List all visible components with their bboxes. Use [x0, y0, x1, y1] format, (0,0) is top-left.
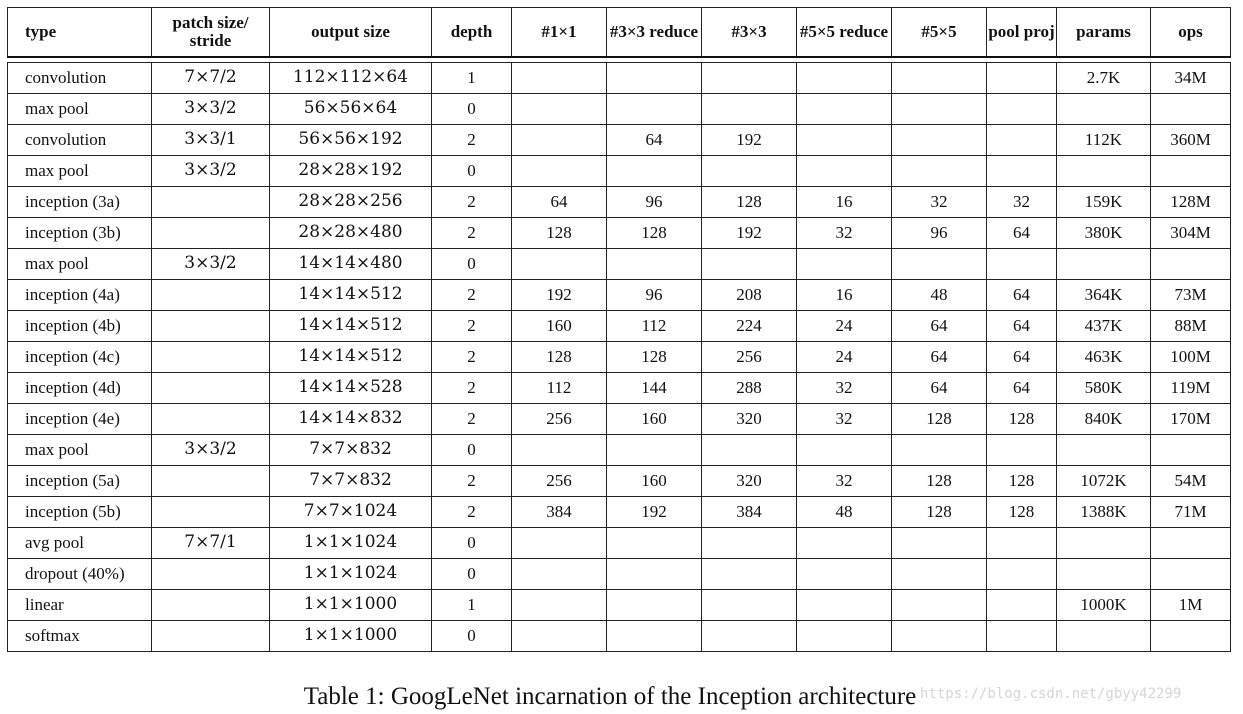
cell-type: max pool: [8, 156, 152, 187]
cell-c3x3r: 160: [607, 404, 702, 435]
table-row: [8, 156, 1231, 187]
cell-pool: 64: [987, 342, 1057, 373]
cell-type: avg pool: [8, 528, 152, 559]
cell-c5x5: 128: [892, 497, 987, 528]
table-row: [8, 280, 1231, 311]
cell-type: inception (5b): [8, 497, 152, 528]
cell-c1x1: [512, 63, 607, 94]
cell-pool: [987, 621, 1057, 652]
cell-patch: 3×3/1: [152, 125, 270, 156]
table-body: [8, 57, 1231, 652]
cell-pool: 64: [987, 280, 1057, 311]
cell-params: 159K: [1057, 187, 1151, 218]
cell-c5x5r: 16: [797, 187, 892, 218]
cell-c1x1: [512, 156, 607, 187]
table-row: [8, 404, 1231, 435]
cell-patch: [152, 404, 270, 435]
cell-c5x5: 128: [892, 466, 987, 497]
cell-pool: 64: [987, 311, 1057, 342]
cell-c1x1: [512, 559, 607, 590]
cell-params: 2.7K: [1057, 63, 1151, 94]
cell-ops: [1151, 156, 1231, 187]
cell-depth: 2: [432, 497, 512, 528]
cell-c1x1: [512, 94, 607, 125]
cell-depth: 2: [432, 125, 512, 156]
cell-patch: [152, 497, 270, 528]
cell-c1x1: [512, 528, 607, 559]
table-row: [8, 373, 1231, 404]
cell-c5x5r: [797, 621, 892, 652]
cell-c3x3r: 128: [607, 342, 702, 373]
cell-c5x5r: [797, 528, 892, 559]
cell-c5x5: 48: [892, 280, 987, 311]
cell-depth: 1: [432, 590, 512, 621]
cell-c3x3r: [607, 435, 702, 466]
cell-c1x1: 256: [512, 466, 607, 497]
header-patch: patch size/ stride: [152, 8, 270, 58]
cell-c1x1: 384: [512, 497, 607, 528]
table-row: [8, 590, 1231, 621]
header-output: output size: [270, 8, 432, 58]
cell-type: softmax: [8, 621, 152, 652]
cell-c5x5: [892, 559, 987, 590]
cell-pool: 64: [987, 218, 1057, 249]
cell-params: 437K: [1057, 311, 1151, 342]
cell-c3x3r: [607, 621, 702, 652]
cell-c1x1: 160: [512, 311, 607, 342]
cell-c3x3: [702, 94, 797, 125]
cell-type: inception (4c): [8, 342, 152, 373]
cell-c5x5: [892, 621, 987, 652]
cell-output: 7×7×1024: [270, 497, 432, 528]
cell-depth: 2: [432, 466, 512, 497]
header-c3x3r: #3×3 reduce: [607, 8, 702, 58]
cell-patch: [152, 590, 270, 621]
cell-output: 14×14×832: [270, 404, 432, 435]
cell-patch: [152, 559, 270, 590]
table-row: [8, 435, 1231, 466]
cell-ops: 34M: [1151, 63, 1231, 94]
cell-c1x1: [512, 249, 607, 280]
cell-params: [1057, 435, 1151, 466]
cell-output: 14×14×528: [270, 373, 432, 404]
cell-c5x5r: [797, 590, 892, 621]
cell-params: 840K: [1057, 404, 1151, 435]
cell-depth: 0: [432, 156, 512, 187]
cell-type: inception (4b): [8, 311, 152, 342]
cell-ops: 360M: [1151, 125, 1231, 156]
cell-params: 364K: [1057, 280, 1151, 311]
cell-ops: 73M: [1151, 280, 1231, 311]
cell-patch: [152, 373, 270, 404]
cell-c5x5: [892, 528, 987, 559]
cell-patch: [152, 621, 270, 652]
header-c5x5: #5×5: [892, 8, 987, 58]
cell-c3x3: [702, 528, 797, 559]
cell-output: 28×28×192: [270, 156, 432, 187]
cell-patch: 3×3/2: [152, 435, 270, 466]
cell-c5x5: [892, 94, 987, 125]
cell-c5x5r: [797, 63, 892, 94]
cell-depth: 2: [432, 187, 512, 218]
cell-type: inception (4e): [8, 404, 152, 435]
cell-type: convolution: [8, 125, 152, 156]
cell-c3x3r: 192: [607, 497, 702, 528]
header-row: [8, 8, 1231, 58]
table-row: [8, 528, 1231, 559]
cell-depth: 0: [432, 435, 512, 466]
table-row: [8, 63, 1231, 94]
cell-output: 112×112×64: [270, 63, 432, 94]
cell-params: [1057, 94, 1151, 125]
cell-c3x3: [702, 590, 797, 621]
table-row: [8, 559, 1231, 590]
cell-patch: 3×3/2: [152, 156, 270, 187]
cell-ops: [1151, 249, 1231, 280]
cell-depth: 2: [432, 373, 512, 404]
cell-patch: [152, 218, 270, 249]
cell-params: 1000K: [1057, 590, 1151, 621]
cell-output: 1×1×1024: [270, 559, 432, 590]
cell-type: max pool: [8, 435, 152, 466]
cell-pool: 128: [987, 404, 1057, 435]
cell-patch: [152, 187, 270, 218]
cell-c5x5r: [797, 94, 892, 125]
cell-depth: 0: [432, 249, 512, 280]
cell-c1x1: 128: [512, 218, 607, 249]
cell-params: [1057, 249, 1151, 280]
cell-ops: [1151, 621, 1231, 652]
header-c1x1: #1×1: [512, 8, 607, 58]
cell-c5x5r: [797, 156, 892, 187]
cell-c3x3: [702, 249, 797, 280]
cell-type: max pool: [8, 94, 152, 125]
cell-params: 463K: [1057, 342, 1151, 373]
cell-output: 7×7×832: [270, 435, 432, 466]
cell-c5x5r: 32: [797, 404, 892, 435]
cell-output: 7×7×832: [270, 466, 432, 497]
cell-c3x3: 208: [702, 280, 797, 311]
cell-patch: 3×3/2: [152, 94, 270, 125]
cell-ops: 119M: [1151, 373, 1231, 404]
cell-pool: [987, 125, 1057, 156]
cell-pool: [987, 94, 1057, 125]
cell-type: convolution: [8, 63, 152, 94]
cell-ops: 1M: [1151, 590, 1231, 621]
cell-ops: 71M: [1151, 497, 1231, 528]
cell-params: 580K: [1057, 373, 1151, 404]
cell-c3x3: 192: [702, 125, 797, 156]
cell-c5x5r: [797, 249, 892, 280]
cell-patch: [152, 311, 270, 342]
header-type: type: [8, 8, 152, 58]
cell-c3x3r: 128: [607, 218, 702, 249]
cell-ops: 170M: [1151, 404, 1231, 435]
cell-pool: [987, 63, 1057, 94]
cell-c3x3: [702, 156, 797, 187]
cell-c3x3r: 96: [607, 280, 702, 311]
table-caption: Table 1: GoogLeNet incarnation of the Inception architecture: [303, 683, 917, 710]
header-depth: depth: [432, 8, 512, 58]
cell-c3x3r: [607, 156, 702, 187]
cell-output: 14×14×480: [270, 249, 432, 280]
cell-ops: 54M: [1151, 466, 1231, 497]
cell-output: 28×28×256: [270, 187, 432, 218]
cell-ops: [1151, 559, 1231, 590]
cell-output: 14×14×512: [270, 280, 432, 311]
cell-c3x3: 320: [702, 466, 797, 497]
cell-pool: 32: [987, 187, 1057, 218]
cell-depth: 0: [432, 559, 512, 590]
cell-type: max pool: [8, 249, 152, 280]
cell-c5x5r: 48: [797, 497, 892, 528]
table-row: [8, 94, 1231, 125]
cell-c1x1: 64: [512, 187, 607, 218]
cell-type: inception (3a): [8, 187, 152, 218]
cell-c1x1: [512, 435, 607, 466]
cell-depth: 0: [432, 621, 512, 652]
cell-output: 28×28×480: [270, 218, 432, 249]
cell-output: 1×1×1024: [270, 528, 432, 559]
cell-pool: [987, 156, 1057, 187]
cell-pool: 128: [987, 466, 1057, 497]
cell-pool: 64: [987, 373, 1057, 404]
cell-patch: [152, 280, 270, 311]
cell-pool: [987, 435, 1057, 466]
cell-c3x3: 288: [702, 373, 797, 404]
cell-c3x3r: 96: [607, 187, 702, 218]
cell-c3x3: 224: [702, 311, 797, 342]
cell-patch: 7×7/2: [152, 63, 270, 94]
cell-c3x3r: [607, 249, 702, 280]
cell-pool: [987, 559, 1057, 590]
cell-c3x3r: 64: [607, 125, 702, 156]
table-row: [8, 621, 1231, 652]
cell-c5x5: [892, 435, 987, 466]
cell-c5x5: [892, 63, 987, 94]
cell-c3x3r: [607, 94, 702, 125]
cell-c5x5: [892, 590, 987, 621]
cell-c3x3r: [607, 590, 702, 621]
cell-params: 1388K: [1057, 497, 1151, 528]
cell-type: inception (3b): [8, 218, 152, 249]
cell-c3x3r: [607, 528, 702, 559]
cell-c3x3: [702, 63, 797, 94]
cell-type: inception (4d): [8, 373, 152, 404]
cell-c5x5r: [797, 435, 892, 466]
cell-c1x1: 112: [512, 373, 607, 404]
cell-c5x5: [892, 249, 987, 280]
cell-ops: 128M: [1151, 187, 1231, 218]
cell-c5x5r: 24: [797, 311, 892, 342]
cell-c3x3: 192: [702, 218, 797, 249]
cell-c3x3: [702, 621, 797, 652]
cell-c3x3r: [607, 63, 702, 94]
cell-c5x5r: [797, 559, 892, 590]
cell-pool: [987, 528, 1057, 559]
cell-output: 14×14×512: [270, 311, 432, 342]
cell-depth: 0: [432, 528, 512, 559]
cell-c1x1: 192: [512, 280, 607, 311]
cell-c3x3r: [607, 559, 702, 590]
cell-output: 14×14×512: [270, 342, 432, 373]
cell-output: 1×1×1000: [270, 621, 432, 652]
cell-c3x3: [702, 435, 797, 466]
cell-depth: 2: [432, 280, 512, 311]
table-row: [8, 218, 1231, 249]
cell-depth: 2: [432, 342, 512, 373]
table-row: [8, 466, 1231, 497]
cell-patch: [152, 342, 270, 373]
cell-c3x3: [702, 559, 797, 590]
cell-type: inception (5a): [8, 466, 152, 497]
cell-depth: 1: [432, 63, 512, 94]
cell-params: 112K: [1057, 125, 1151, 156]
table-row: [8, 311, 1231, 342]
cell-params: [1057, 156, 1151, 187]
cell-c5x5: 32: [892, 187, 987, 218]
cell-c1x1: [512, 590, 607, 621]
cell-c5x5: 128: [892, 404, 987, 435]
header-pool: pool proj: [987, 8, 1057, 58]
architecture-table: [7, 7, 1231, 652]
cell-params: [1057, 559, 1151, 590]
cell-params: 1072K: [1057, 466, 1151, 497]
cell-ops: [1151, 528, 1231, 559]
cell-c5x5r: 32: [797, 466, 892, 497]
cell-ops: 304M: [1151, 218, 1231, 249]
cell-pool: [987, 590, 1057, 621]
cell-c5x5: 96: [892, 218, 987, 249]
cell-c3x3: 128: [702, 187, 797, 218]
cell-params: [1057, 528, 1151, 559]
table-row: [8, 125, 1231, 156]
cell-c3x3: 384: [702, 497, 797, 528]
cell-params: 380K: [1057, 218, 1151, 249]
cell-output: 1×1×1000: [270, 590, 432, 621]
cell-c3x3: 256: [702, 342, 797, 373]
cell-type: dropout (40%): [8, 559, 152, 590]
header-c5x5r: #5×5 reduce: [797, 8, 892, 58]
cell-type: inception (4a): [8, 280, 152, 311]
cell-c5x5: [892, 125, 987, 156]
cell-ops: [1151, 94, 1231, 125]
cell-c1x1: [512, 125, 607, 156]
cell-c5x5r: 32: [797, 373, 892, 404]
cell-depth: 2: [432, 404, 512, 435]
cell-params: [1057, 621, 1151, 652]
cell-output: 56×56×192: [270, 125, 432, 156]
watermark: https://blog.csdn.net/gbyy42299: [920, 686, 1182, 702]
table-row: [8, 342, 1231, 373]
table-row: [8, 497, 1231, 528]
cell-depth: 2: [432, 311, 512, 342]
cell-c1x1: 128: [512, 342, 607, 373]
cell-pool: 128: [987, 497, 1057, 528]
cell-c3x3r: 144: [607, 373, 702, 404]
table-row: [8, 249, 1231, 280]
cell-ops: 100M: [1151, 342, 1231, 373]
cell-c5x5r: [797, 125, 892, 156]
cell-c5x5r: 24: [797, 342, 892, 373]
cell-ops: [1151, 435, 1231, 466]
cell-patch: 3×3/2: [152, 249, 270, 280]
table-row: [8, 187, 1231, 218]
cell-c3x3r: 160: [607, 466, 702, 497]
cell-c5x5: 64: [892, 311, 987, 342]
header-params: params: [1057, 8, 1151, 58]
cell-c5x5: 64: [892, 342, 987, 373]
cell-c1x1: [512, 621, 607, 652]
cell-patch: 7×7/1: [152, 528, 270, 559]
cell-output: 56×56×64: [270, 94, 432, 125]
cell-pool: [987, 249, 1057, 280]
cell-c5x5: [892, 156, 987, 187]
cell-c3x3: 320: [702, 404, 797, 435]
cell-c5x5r: 32: [797, 218, 892, 249]
header-c3x3: #3×3: [702, 8, 797, 58]
cell-depth: 2: [432, 218, 512, 249]
cell-c3x3r: 112: [607, 311, 702, 342]
cell-ops: 88M: [1151, 311, 1231, 342]
cell-patch: [152, 466, 270, 497]
header-ops: ops: [1151, 8, 1231, 58]
cell-c5x5r: 16: [797, 280, 892, 311]
cell-depth: 0: [432, 94, 512, 125]
cell-c5x5: 64: [892, 373, 987, 404]
cell-type: linear: [8, 590, 152, 621]
cell-c1x1: 256: [512, 404, 607, 435]
